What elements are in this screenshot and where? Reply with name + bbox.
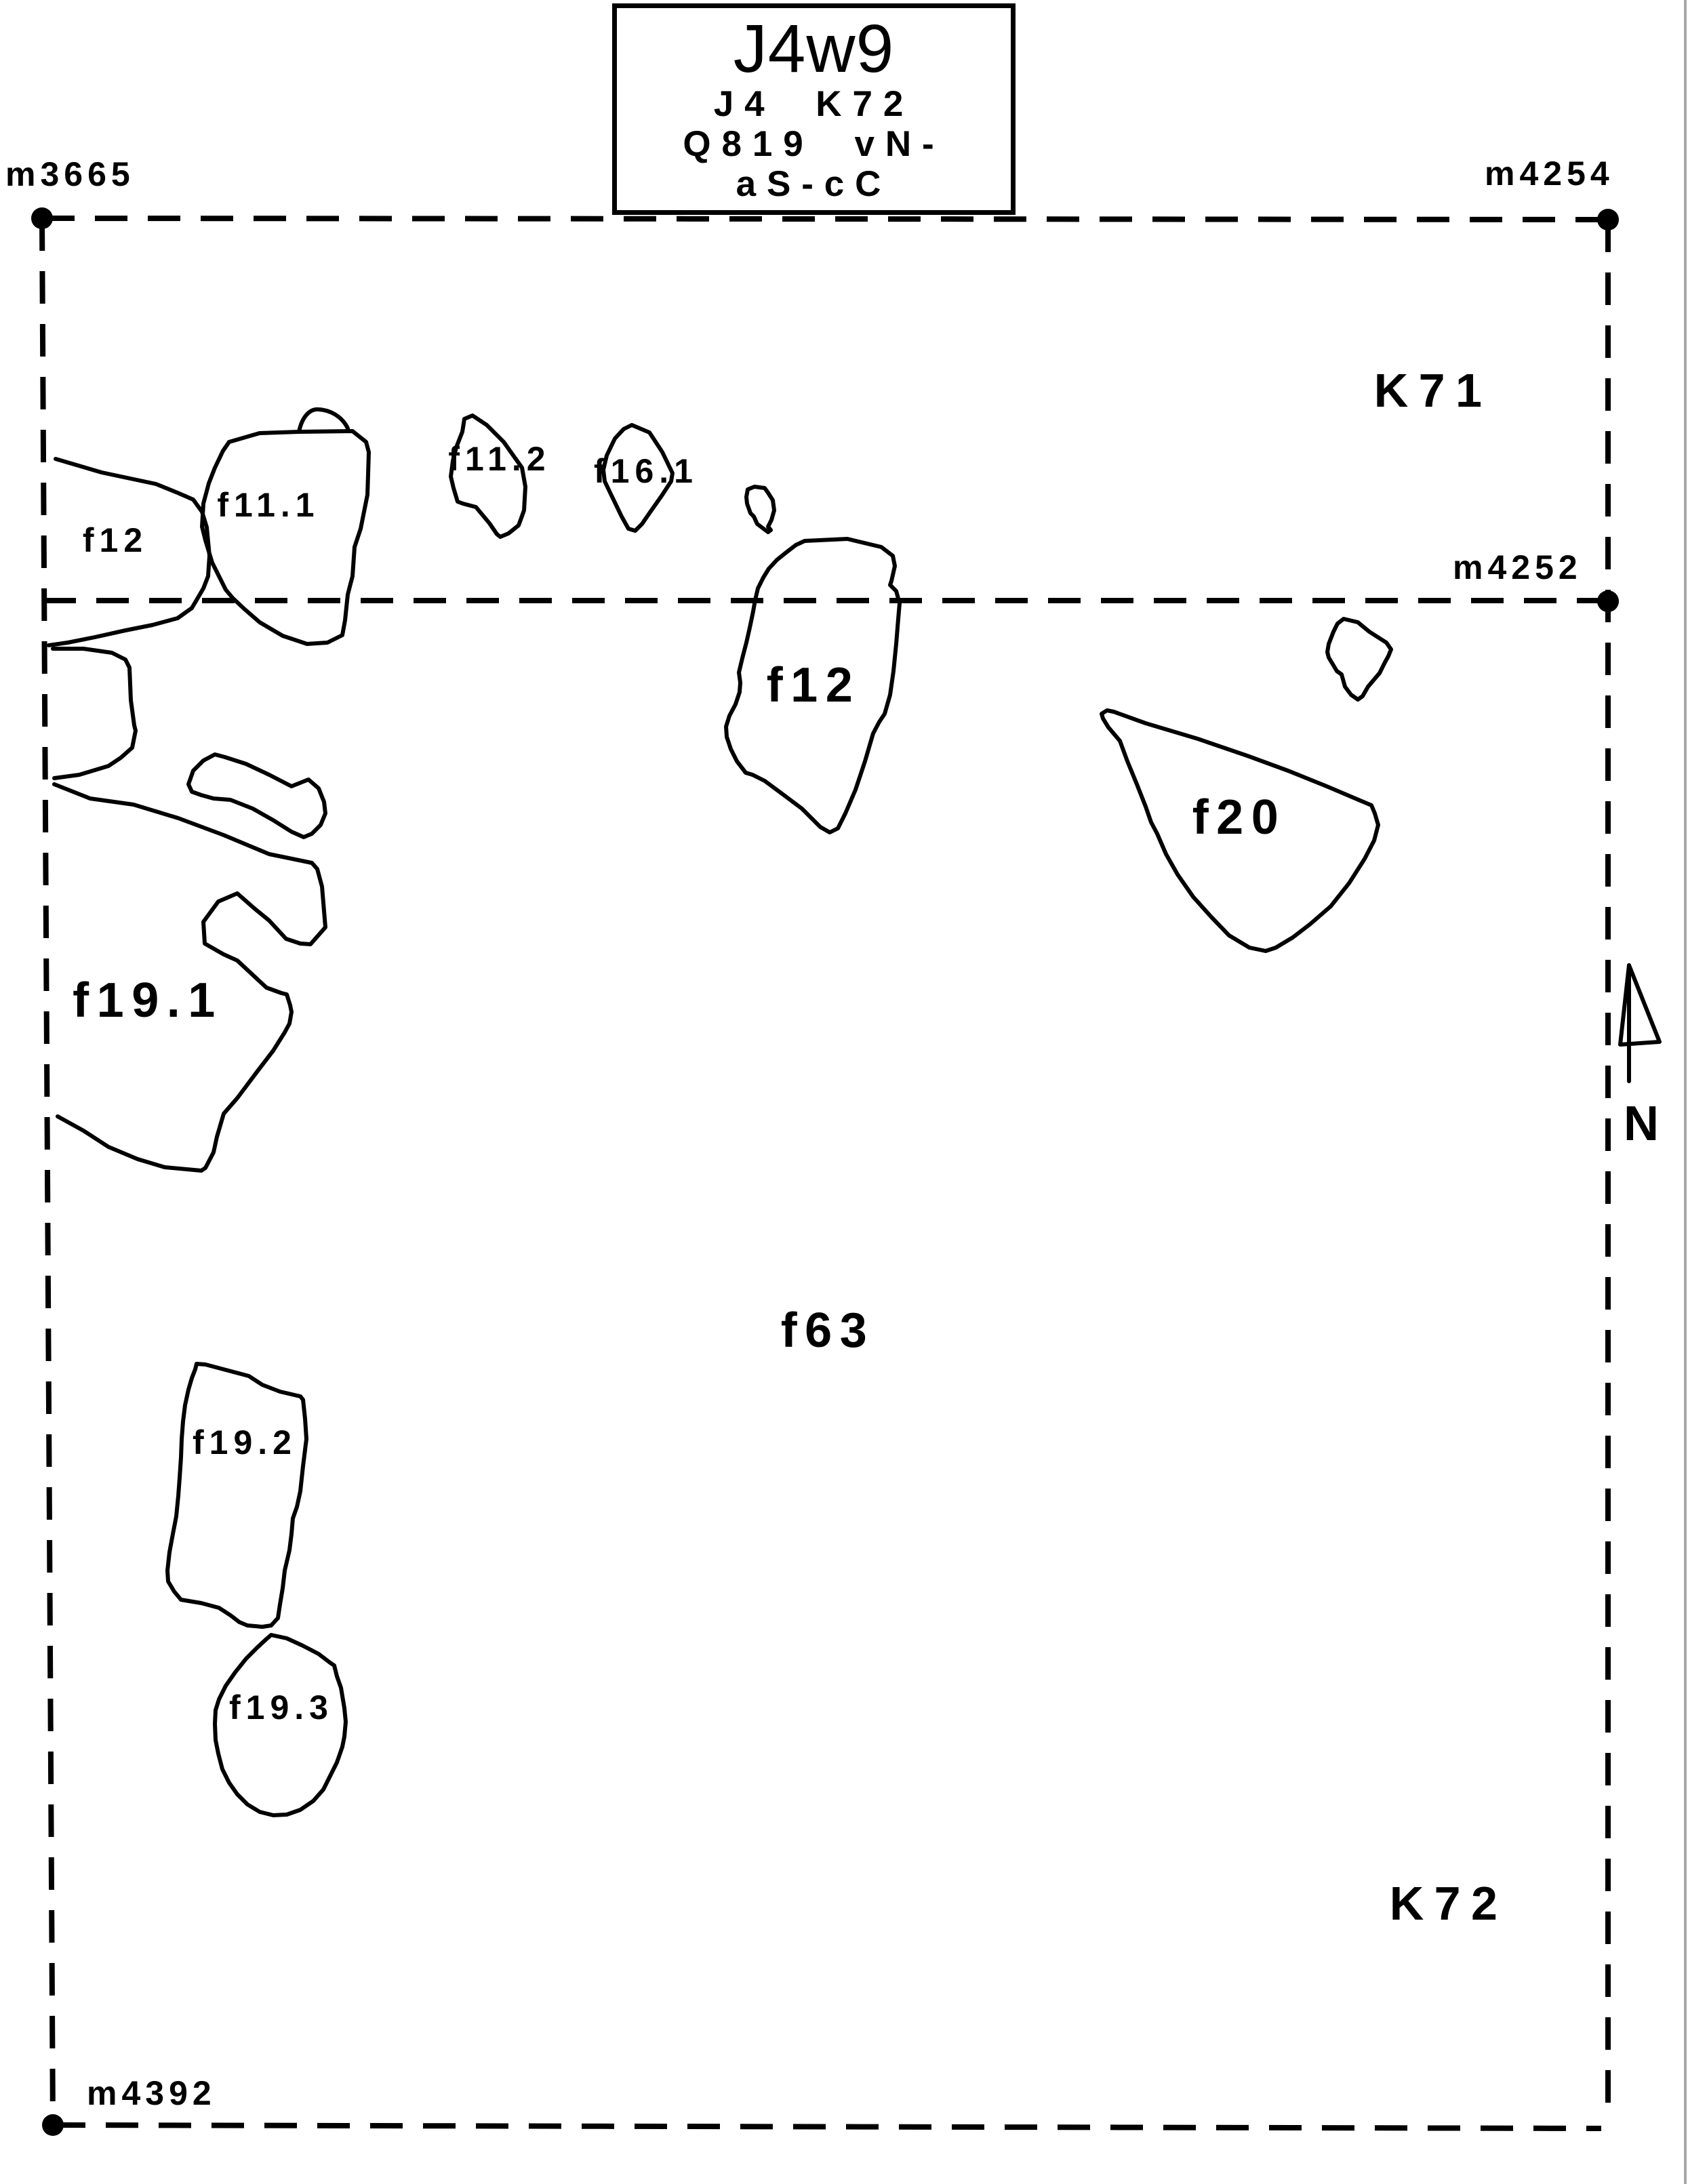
title-line-2: J4 K72 (713, 84, 915, 124)
datum-point-m4252 (1597, 590, 1619, 612)
feature-label-f12-center: f12 (766, 658, 861, 712)
datum-point-m4254 (1597, 209, 1619, 230)
feature-label-f11-1: f11.1 (217, 486, 320, 524)
title-line-3: Q819 vN- (683, 124, 945, 164)
datum-label-m4392: m4392 (87, 2074, 216, 2112)
feature-label-f19-2: f19.2 (193, 1423, 297, 1461)
datum-point-m3665 (31, 207, 53, 229)
datum-label-m4252: m4252 (1453, 548, 1582, 586)
feature-label-f20: f20 (1192, 790, 1287, 845)
feature-label-f19-3: f19.3 (229, 1688, 334, 1726)
title-box (612, 3, 1016, 215)
north-arrow-flag (1620, 965, 1660, 1045)
feature-label-f12-west: f12 (82, 521, 148, 559)
border-top-dashed (42, 218, 1608, 220)
border-bottom-dashed (53, 2125, 1601, 2128)
pebble-near-m4252 (1327, 619, 1391, 700)
stone-west-elongated (188, 754, 325, 837)
title-line-4: aS-cC (736, 164, 892, 204)
title-line-1: J4w9 (733, 11, 895, 87)
pebble-east-of-f16-1 (746, 487, 774, 532)
feature-outline-f19-2 (167, 1364, 306, 1627)
datum-label-m3665: m3665 (5, 155, 135, 193)
border-left-dashed (42, 218, 53, 2125)
feature-label-f11-2: f11.2 (448, 440, 551, 478)
datum-point-m4392 (42, 2114, 64, 2136)
feature-label-f63: f63 (780, 1303, 875, 1358)
feature-outline-f11-1 (202, 431, 369, 644)
feature-outline-f11-1-bump (299, 409, 348, 432)
north-label: N (1624, 1097, 1659, 1151)
grid-label-k72: K72 (1389, 1877, 1508, 1930)
feature-label-f16-1: f16.1 (594, 452, 698, 490)
datum-label-m4254: m4254 (1485, 155, 1614, 193)
feature-label-f19-1: f19.1 (73, 973, 223, 1028)
stone-lobe-west-border (53, 649, 136, 778)
grid-label-k71: K71 (1373, 364, 1493, 417)
